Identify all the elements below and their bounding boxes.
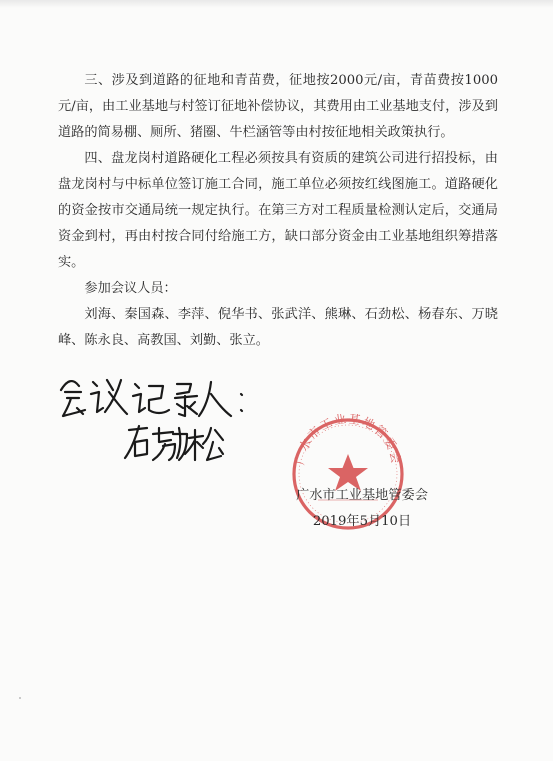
- handwritten-signature: [55, 368, 255, 468]
- issuer-name: 广水市工业基地管委会: [296, 488, 428, 503]
- document-body: [58, 68, 498, 354]
- recorder-signature-image: [55, 368, 255, 468]
- attendees-list: 刘海、秦国森、李萍、倪华书、张武洋、熊琳、石劲松、杨春东、万晓峰、陈永良、高教国、刘勤、张立。: [58, 307, 498, 348]
- scan-speck: [19, 697, 21, 699]
- issuer-block: [272, 483, 452, 535]
- paragraph-item-3: 三、涉及到道路的征地和青苗费，征地按2000元/亩，青苗费按1000元/亩，由工业基地与村签订征地补偿协议，其费用由工业基地支付，涉及到道路的简易棚、厕所、猪圈、牛栏涵管等由村按征地相关政策执行。: [58, 73, 498, 140]
- scan-edge-shadow: [0, 0, 553, 8]
- attendees-label: 参加会议人员：: [84, 281, 177, 296]
- issue-date: 2019年5月10日: [312, 514, 412, 529]
- paragraph-item-4: 四、盘龙岗村道路硬化工程必须按具有资质的建筑公司进行招投标，由盘龙岗村与中标单位签订施工合同，施工单位必须按红线图施工。道路硬化的资金按市交通局统一规定执行。在第三方对工程质量检测认定后，交通局资金到村，再由村按合同付给施工方，缺口部分资金由工业基地组织筹措落实。: [58, 151, 498, 270]
- svg-text:广水市工业基地管委会: 广水市工业基地管委会: [292, 414, 404, 467]
